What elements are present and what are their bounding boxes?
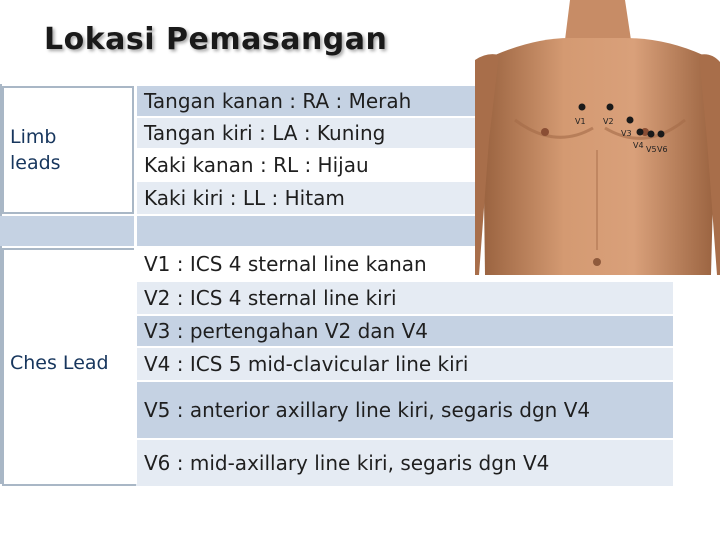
- v4-electrode: [637, 129, 644, 136]
- chest-lead-label-text: Ches Lead: [10, 352, 109, 374]
- chest-lead-label: [2, 248, 136, 486]
- chest-row-text: V1 : ICS 4 sternal line kanan: [144, 252, 427, 276]
- limb-row-text: Kaki kiri : LL : Hitam: [144, 186, 345, 210]
- v5-electrode: [648, 131, 655, 138]
- v2-electrode: [607, 104, 614, 111]
- chest-row-v6: [136, 440, 673, 486]
- chest-row-v3: [136, 316, 673, 346]
- chest-row-v5: [136, 382, 673, 438]
- limb-leads-label-text: Limb leads: [10, 126, 61, 174]
- limb-row-text: Kaki kanan : RL : Hijau: [144, 153, 369, 177]
- chest-row-text: V4 : ICS 5 mid-clavicular line kiri: [144, 352, 469, 376]
- torso-image: [475, 0, 720, 275]
- v4-label: V4: [633, 141, 644, 150]
- limb-leads-label: [2, 86, 134, 214]
- v2-label: V2: [603, 117, 614, 126]
- chest-row-text: V3 : pertengahan V2 dan V4: [144, 319, 428, 343]
- chest-row-text: V5 : anterior axillary line kiri, segaris dgn V4: [144, 398, 591, 422]
- chest-row-v2: [136, 282, 673, 314]
- torso-illustration: [475, 0, 720, 275]
- column-divider: [134, 86, 137, 484]
- page-title: Lokasi Pemasangan: [44, 22, 388, 57]
- chest-row-text: V6 : mid-axillary line kiri, segaris dgn V4: [144, 451, 550, 475]
- v3-electrode: [627, 117, 634, 124]
- limb-row-la: [136, 118, 476, 148]
- v1-label: V1: [575, 117, 586, 126]
- limb-row-text: Tangan kanan : RA : Merah: [144, 89, 412, 113]
- v1-electrode: [579, 104, 586, 111]
- v3-label: V3: [621, 129, 632, 138]
- v6-label: V6: [657, 145, 668, 154]
- chest-row-text: V2 : ICS 4 sternal line kiri: [144, 286, 397, 310]
- spacer-row: [0, 216, 476, 246]
- v6-electrode: [658, 131, 665, 138]
- limb-row-ll: [136, 182, 476, 214]
- limb-row-ra: [136, 86, 476, 116]
- chest-row-v1: [136, 248, 476, 280]
- limb-row-rl: [136, 150, 476, 180]
- v5-label: V5: [646, 145, 657, 154]
- chest-row-v4: [136, 348, 673, 380]
- limb-row-text: Tangan kiri : LA : Kuning: [144, 121, 386, 145]
